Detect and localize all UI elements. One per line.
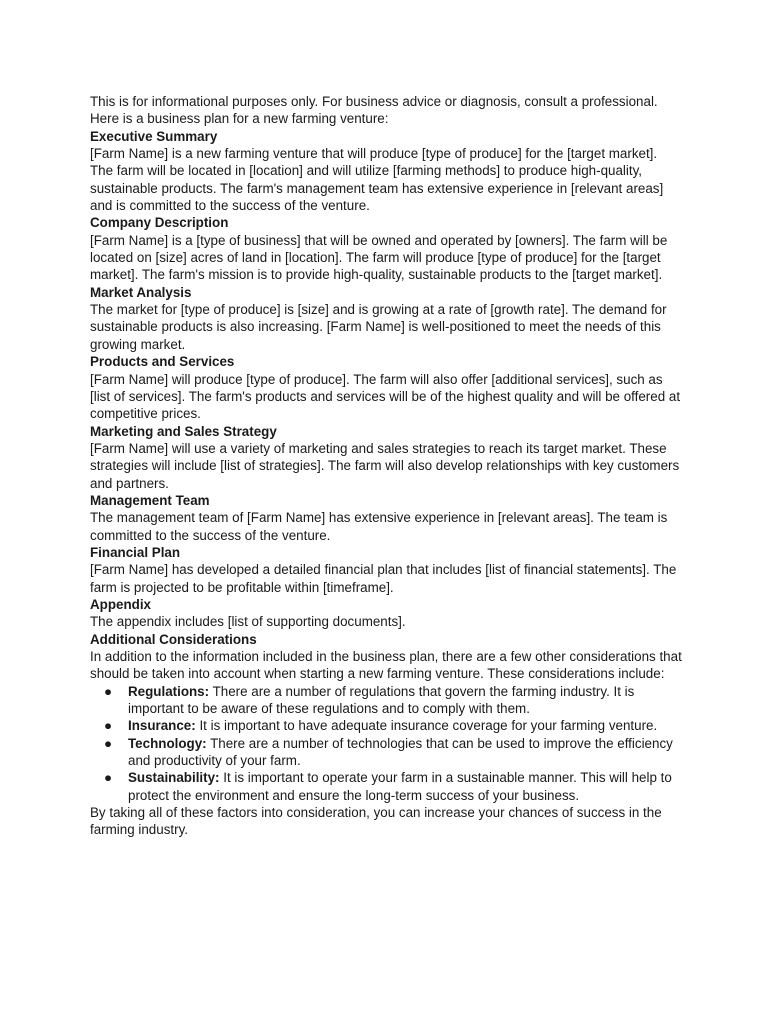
bullet-dot-icon: ● <box>104 718 113 734</box>
list-item <box>90 735 682 770</box>
list-item <box>90 717 682 734</box>
section-heading-market-analysis: Market Analysis <box>90 284 192 300</box>
disclaimer-text: This is for informational purposes only. For business advice or diagnosis, consult a professional. <box>90 94 658 109</box>
section-body-company-description: [Farm Name] is a [type of business] that will be owned and operated by [owners]. The farm will be located on [size] acres of land in [location]. The farm will produce [type of produce] for the [target market]. The farm's mission is to provide high-quality, sustainable products to the [target market]. <box>90 232 668 283</box>
section-body-executive-summary: [Farm Name] is a new farming venture that will produce [type of produce] for the [target market]. The farm will be located in [location] and will utilize [farming methods] to produce high-quality, sustainable products. The farm's management team has extensive experience in [relevant areas] and is committed to the success of the venture. <box>90 146 664 214</box>
section-heading-additional-considerations: Additional Considerations <box>90 631 257 647</box>
section-body-appendix: The appendix includes [list of supporting documents]. <box>90 614 406 630</box>
section-body-management-team: The management team of [Farm Name] has extensive experience in [relevant areas]. The team is committed to the success of the venture. <box>90 510 668 543</box>
document-page <box>90 93 682 839</box>
bullet-dot-icon: ● <box>104 770 113 786</box>
list-item-text: There are a number of regulations that govern the farming industry. It is important to be aware of these regulations and to comply with them. <box>128 683 635 717</box>
section-body-financial-plan: [Farm Name] has developed a detailed financial plan that includes [list of financial statements]. The farm is projected to be profitable within [timeframe]. <box>90 562 677 595</box>
section-heading-financial-plan: Financial Plan <box>90 544 181 560</box>
bullet-dot-icon: ● <box>104 735 113 751</box>
section-heading-management-team: Management Team <box>90 492 210 508</box>
list-item <box>90 769 682 804</box>
list-item-text: It is important to operate your farm in a sustainable manner. This will help to protect the environment and ensure the long-term success of your business. <box>128 770 672 803</box>
section-heading-marketing-and-sales: Marketing and Sales Strategy <box>90 423 277 439</box>
section-heading-executive-summary: Executive Summary <box>90 128 218 144</box>
section-body-market-analysis: The market for [type of produce] is [size] and is growing at a rate of [growth rate]. The demand for sustainable products is also increasing. [Farm Name] is well-positioned to meet the needs of this growing market. <box>90 302 667 352</box>
section-body-additional-considerations: In addition to the information included in the business plan, there are a few other considerations that should be taken into account when starting a new farming venture. These considerations include: <box>90 649 682 682</box>
section-heading-company-description: Company Description <box>90 215 229 231</box>
list-item-text: It is important to have adequate insurance coverage for your farming venture. <box>195 718 658 734</box>
conclusion-text: By taking all of these factors into consideration, you can increase your chances of success in the farming industry. <box>90 805 662 838</box>
section-body-marketing-and-sales: [Farm Name] will use a variety of marketing and sales strategies to reach its target market. These strategies will include [list of strategies]. The farm will also develop relationships with key customers and partners. <box>90 440 680 491</box>
intro-text: Here is a business plan for a new farming venture: <box>90 111 389 127</box>
list-item-term: Regulations: <box>128 683 210 699</box>
list-item-term: Sustainability: <box>128 770 220 786</box>
bullet-dot-icon: ● <box>104 683 113 699</box>
section-body-products-and-services: [Farm Name] will produce [type of produce]. The farm will also offer [additional services], such as [list of services]. The farm's products and services will be of the highest quality and will be offered at competitive prices. <box>90 371 681 422</box>
list-item-text: There are a number of technologies that can be used to improve the efficiency and productivity of your farm. <box>128 735 673 769</box>
section-heading-appendix: Appendix <box>90 596 152 612</box>
considerations-list <box>90 683 682 804</box>
list-item-term: Insurance: <box>128 718 196 734</box>
section-heading-products-and-services: Products and Services <box>90 354 235 370</box>
list-item <box>90 683 682 718</box>
list-item-term: Technology: <box>128 735 207 751</box>
